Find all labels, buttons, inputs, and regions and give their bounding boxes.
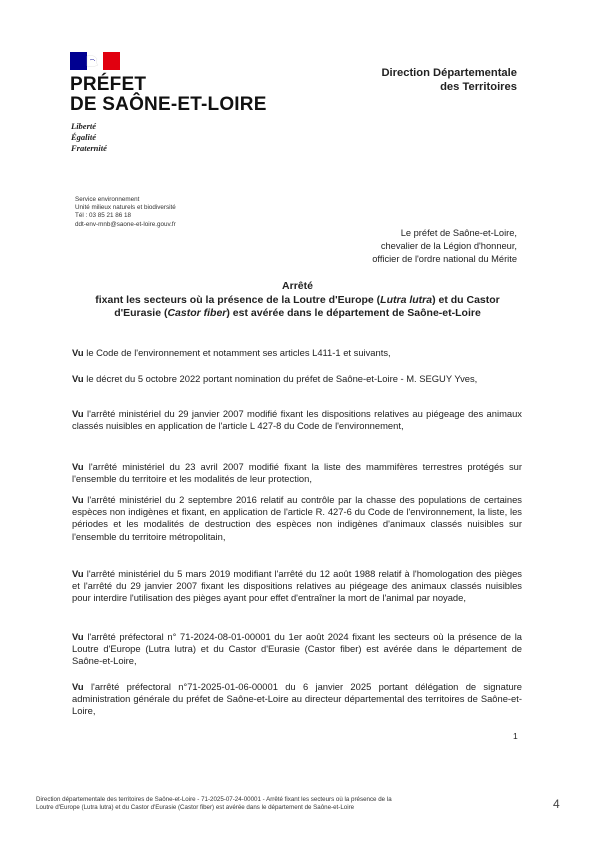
footer-line-1: Direction départementale des territoires de Saône-et-Loire - 71-2025-07-24-00001 - Arrêté fixant les secteurs où la présence de la <box>36 796 392 803</box>
page-footer <box>36 796 516 812</box>
consideration-item: Vu le Code de l'environnement et notamment ses articles L411-1 et suivants, <box>72 347 391 358</box>
service-contact <box>75 196 176 229</box>
prefet-line-1: PRÉFET <box>70 74 147 95</box>
decree-title-line-1: fixant les secteurs où la présence de la Loutre d'Europe (Lutra lutra) et du Castor <box>95 293 500 306</box>
consideration-item: Vu le décret du 5 octobre 2022 portant nomination du préfet de Saône-et-Loire - M. SEGUY Yves, <box>72 373 478 384</box>
service-name: Service environnement <box>75 196 140 203</box>
consideration-item: Vu l'arrêté ministériel du 5 mars 2019 modifiant l'arrêté du 12 août 1988 relatif à l'homologation des pièges et l'arrêté du 29 janvier 2007 fixant les dispositions relatives au piégeage des animaux classés nuisibles pour interdire l'utilisation des pièges ayant pour effet d'entraîner la mort de l'animal par noyade, <box>72 568 522 604</box>
consideration-item: Vu l'arrêté préfectoral n° 71-2024-08-01-00001 du 1er août 2024 fixant les secteurs où la présence de la Loutre d'Europe (Lutra lutra) et du Castor d'Eurasie (Castor fiber) est avérée dans le département de Saône-et-Loire, <box>72 631 522 667</box>
footer-line-2: Loutre d'Europe (Lutra lutra) et du Castor d'Eurasie (Castor fiber) est avérée dans le département de Saône-et-Loire <box>36 804 355 811</box>
motto-egalite: Égalité <box>71 132 97 142</box>
direction-line-2: des Territoires <box>440 81 517 93</box>
footer-page-number: 4 <box>553 797 560 811</box>
decree-heading: Arrêté <box>282 280 313 292</box>
service-unit: Unité milieux naturels et biodiversité <box>75 204 176 212</box>
decree-title-line-2: d'Eurasie (Castor fiber) est avérée dans le département de Saône-et-Loire <box>114 307 481 319</box>
issuing-direction <box>381 66 517 94</box>
decree-title <box>40 280 555 321</box>
signer-line-1: Le préfet de Saône-et-Loire, <box>400 228 517 238</box>
motto-liberte: Liberté <box>71 121 97 131</box>
prefet-line-2: DE SAÔNE-ET-LOIRE <box>70 94 267 115</box>
signer-line-3: officier de l'ordre national du Mérite <box>372 254 517 264</box>
signer-line-2: chevalier de la Légion d'honneur, <box>380 241 517 251</box>
direction-line-1: Direction Départementale <box>381 67 517 79</box>
republic-motto <box>71 121 107 154</box>
consideration-item: Vu l'arrêté ministériel du 29 janvier 2007 modifié fixant les dispositions relatives au piégeage des animaux classés nuisibles en application de l'article L 427-8 du Code de l'environnement, <box>72 408 522 432</box>
marianne-flag-logo <box>70 52 120 70</box>
service-phone: Tél : 03 85 21 86 18 <box>75 212 132 220</box>
signer-block <box>372 227 517 266</box>
consideration-item: Vu l'arrêté préfectoral n°71-2025-01-06-00001 du 6 janvier 2025 portant délégation de signature administration générale du préfet de Saône-et-Loire au directeur départemental des territoires de Saône-et-Loire, <box>72 681 522 717</box>
consideration-item: Vu l'arrêté ministériel du 23 avril 2007 modifié fixant la liste des mammifères terrestres protégés sur l'ensemble du territoire et les modalités de leur protection, <box>72 461 522 485</box>
prefet-title <box>70 75 267 115</box>
service-email: ddt-env-mnb@saone-et-loire.gouv.fr <box>75 220 176 228</box>
page-number: 1 <box>513 731 518 741</box>
motto-fraternite: Fraternité <box>71 143 107 153</box>
consideration-item: Vu l'arrêté ministériel du 2 septembre 2016 relatif au contrôle par la chasse des populations de certaines espèces non indigènes et fixant, en application de l'article R. 427-6 du Code de l'environnement, la liste, les périodes et les modalités de destruction des espèces non indigènes d'animaux classés nuisibles sur l'ensemble du territoire métropolitain, <box>72 494 522 542</box>
